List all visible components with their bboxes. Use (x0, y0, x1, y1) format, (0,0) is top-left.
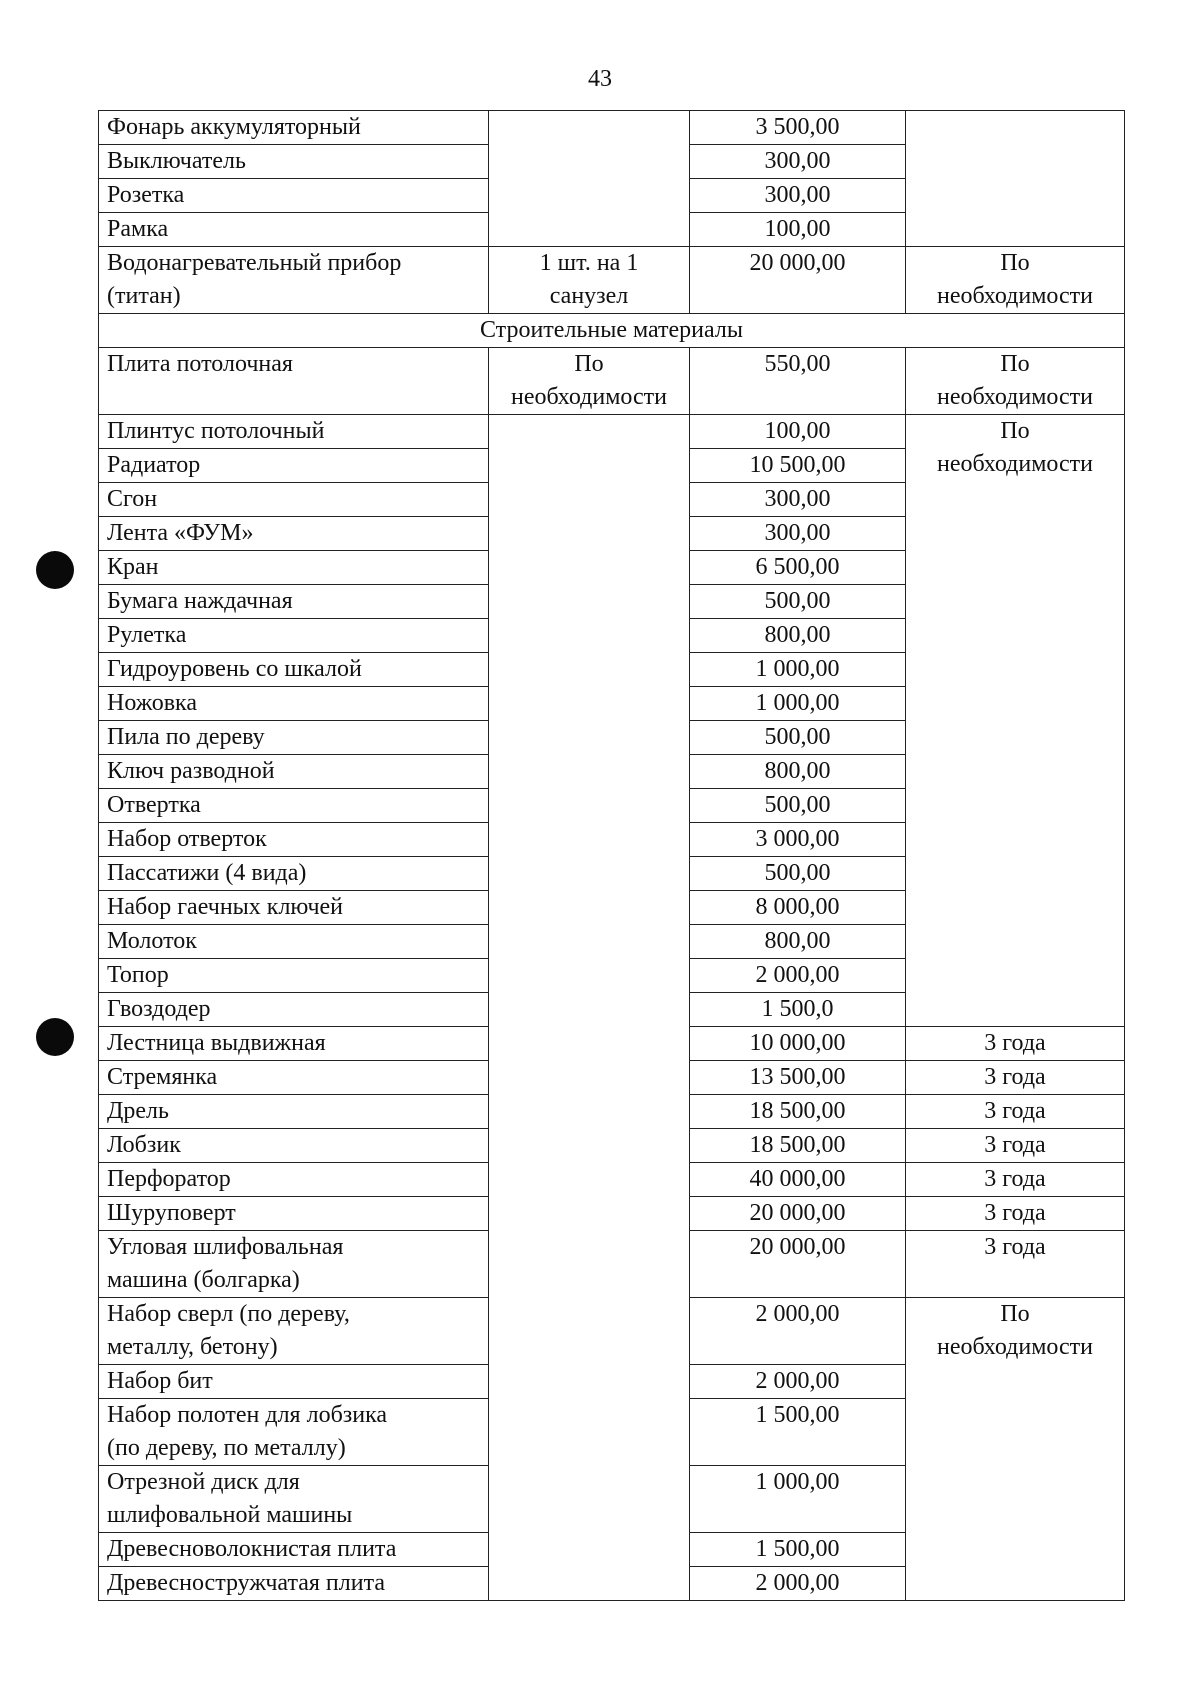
item-name: Лента «ФУМ» (99, 517, 489, 551)
name-line: шлифовальной машины (107, 1502, 353, 1528)
section-header-row (99, 314, 1125, 348)
item-name: Пила по дереву (99, 721, 489, 755)
name-line: Древесностружчатая плита (107, 1570, 386, 1596)
materials-table (98, 110, 1125, 1601)
item-term (906, 247, 1125, 314)
item-price: 1 500,00 (690, 1533, 906, 1567)
item-name: Выключатель (99, 145, 489, 179)
item-term: 3 года (906, 1163, 1125, 1197)
table-row (99, 111, 1125, 145)
item-price: 6 500,00 (690, 551, 906, 585)
item-name: Рамка (99, 213, 489, 247)
punch-hole-mark (36, 1018, 74, 1056)
item-name: Молоток (99, 925, 489, 959)
item-price: 2 000,00 (690, 959, 906, 993)
punch-hole-mark (36, 551, 74, 589)
item-name: Розетка (99, 179, 489, 213)
item-price: 13 500,00 (690, 1061, 906, 1095)
item-price: 40 000,00 (690, 1163, 906, 1197)
item-name: Фонарь аккумуляторный (99, 111, 489, 145)
item-price: 20 000,00 (690, 247, 906, 314)
term-line: необходимости (936, 451, 1093, 477)
item-name (99, 1365, 489, 1399)
name-line: Набор полотен для лобзика (107, 1402, 388, 1428)
item-term: 3 года (906, 1129, 1125, 1163)
item-name: Перфоратор (99, 1163, 489, 1197)
term-line: По (1000, 1301, 1030, 1327)
item-name: Бумага наждачная (99, 585, 489, 619)
name-line: Отрезной диск для (107, 1469, 300, 1495)
item-price: 800,00 (690, 925, 906, 959)
item-price: 20 000,00 (690, 1231, 906, 1298)
name-line: Набор бит (107, 1368, 213, 1394)
item-name: Лестница выдвижная (99, 1027, 489, 1061)
item-qty (489, 415, 690, 1601)
item-price: 300,00 (690, 145, 906, 179)
table-row (99, 247, 1125, 314)
item-name: Лобзик (99, 1129, 489, 1163)
name-line: Древесноволокнистая плита (107, 1536, 397, 1562)
term-line: По (1000, 250, 1030, 276)
item-name: Отвертка (99, 789, 489, 823)
item-name (99, 247, 489, 314)
item-price: 1 500,00 (690, 1399, 906, 1466)
item-name: Радиатор (99, 449, 489, 483)
qty-line: необходимости (510, 384, 667, 410)
item-name: Дрель (99, 1095, 489, 1129)
item-price: 3 000,00 (690, 823, 906, 857)
item-qty (489, 247, 690, 314)
item-name (99, 1231, 489, 1298)
table-row (99, 348, 1125, 415)
item-name: Сгон (99, 483, 489, 517)
item-term (906, 1298, 1125, 1601)
item-price: 20 000,00 (690, 1197, 906, 1231)
item-price: 3 500,00 (690, 111, 906, 145)
term-line: необходимости (936, 1334, 1093, 1360)
item-price: 1 000,00 (690, 653, 906, 687)
qty-line: 1 шт. на 1 (539, 250, 639, 276)
item-price: 300,00 (690, 517, 906, 551)
item-price: 18 500,00 (690, 1129, 906, 1163)
item-term (906, 111, 1125, 247)
item-qty (489, 111, 690, 247)
item-price: 1 500,0 (690, 993, 906, 1027)
item-term: 3 года (906, 1095, 1125, 1129)
item-price: 500,00 (690, 721, 906, 755)
item-price: 300,00 (690, 179, 906, 213)
item-name: Гидроуровень со шкалой (99, 653, 489, 687)
item-term: 3 года (906, 1231, 1125, 1298)
item-name: Набор отверток (99, 823, 489, 857)
item-price: 550,00 (690, 348, 906, 415)
item-price: 1 000,00 (690, 687, 906, 721)
name-line: (по дереву, по металлу) (107, 1435, 346, 1461)
item-name: Плита потолочная (99, 348, 489, 415)
item-price: 18 500,00 (690, 1095, 906, 1129)
item-price: 500,00 (690, 857, 906, 891)
item-name: Рулетка (99, 619, 489, 653)
table-row (99, 415, 1125, 449)
page-number: 43 (588, 66, 612, 92)
item-name: Топор (99, 959, 489, 993)
section-title: Строительные материалы (99, 314, 1125, 348)
name-line: Угловая шлифовальная (107, 1234, 344, 1260)
item-price: 2 000,00 (690, 1567, 906, 1601)
item-name: Пассатижи (4 вида) (99, 857, 489, 891)
item-term: 3 года (906, 1061, 1125, 1095)
item-name (99, 1567, 489, 1601)
term-line: необходимости (936, 384, 1093, 410)
item-name: Кран (99, 551, 489, 585)
item-qty (489, 348, 690, 415)
item-price: 1 000,00 (690, 1466, 906, 1533)
item-term (906, 415, 1125, 1027)
item-price: 300,00 (690, 483, 906, 517)
item-price: 10 500,00 (690, 449, 906, 483)
term-line: По (1000, 418, 1030, 444)
item-price: 800,00 (690, 755, 906, 789)
name-line: (титан) (107, 283, 181, 309)
qty-line: По (574, 351, 604, 377)
materials-table-body (99, 111, 1125, 1601)
item-name: Гвоздодер (99, 993, 489, 1027)
item-price: 10 000,00 (690, 1027, 906, 1061)
name-line: Водонагревательный прибор (107, 250, 402, 276)
item-name: Плинтус потолочный (99, 415, 489, 449)
item-price: 2 000,00 (690, 1298, 906, 1365)
item-price: 2 000,00 (690, 1365, 906, 1399)
item-name (99, 1466, 489, 1533)
item-price: 800,00 (690, 619, 906, 653)
item-term (906, 348, 1125, 415)
item-term: 3 года (906, 1027, 1125, 1061)
item-price: 8 000,00 (690, 891, 906, 925)
item-name: Набор гаечных ключей (99, 891, 489, 925)
item-name: Стремянка (99, 1061, 489, 1095)
item-name (99, 1533, 489, 1567)
item-price: 500,00 (690, 789, 906, 823)
item-term: 3 года (906, 1197, 1125, 1231)
name-line: металлу, бетону) (107, 1334, 278, 1360)
name-line: машина (болгарка) (107, 1267, 300, 1293)
item-price: 500,00 (690, 585, 906, 619)
item-price: 100,00 (690, 415, 906, 449)
item-name: Шуруповерт (99, 1197, 489, 1231)
term-line: По (1000, 351, 1030, 377)
item-price: 100,00 (690, 213, 906, 247)
term-line: необходимости (936, 283, 1093, 309)
item-name: Ножовка (99, 687, 489, 721)
item-name (99, 1298, 489, 1365)
item-name: Ключ разводной (99, 755, 489, 789)
qty-line: санузел (549, 283, 629, 309)
item-name (99, 1399, 489, 1466)
name-line: Набор сверл (по дереву, (107, 1301, 350, 1327)
